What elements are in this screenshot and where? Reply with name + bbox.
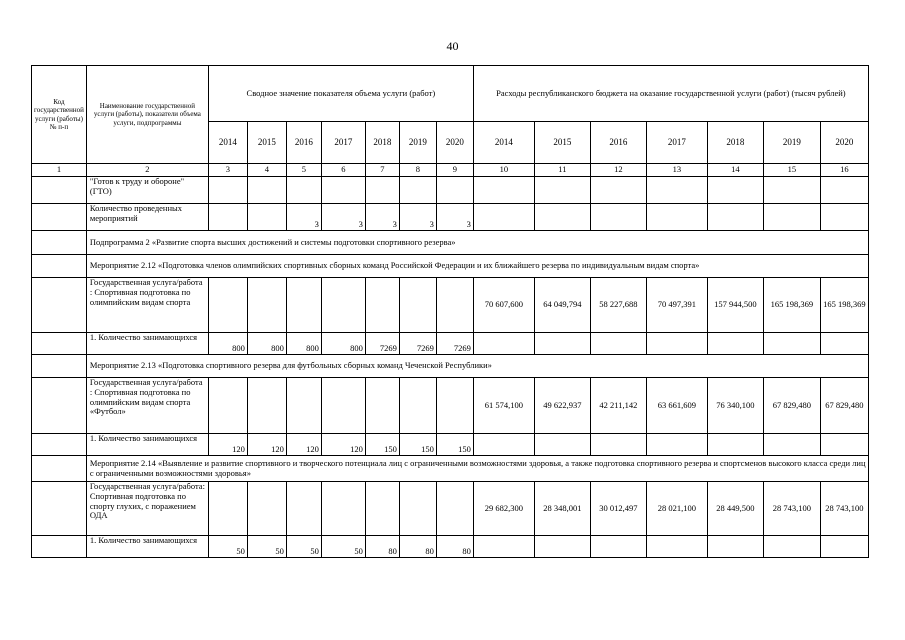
volume-year-header: 2020 bbox=[436, 122, 473, 164]
volume-cell: 150 bbox=[436, 434, 473, 456]
expense-cell bbox=[763, 177, 820, 204]
volume-cell: 3 bbox=[321, 204, 365, 231]
volume-cell: 80 bbox=[436, 536, 473, 558]
expense-year-header: 2020 bbox=[820, 122, 868, 164]
expense-cell bbox=[473, 177, 534, 204]
column-number-cell: 3 bbox=[208, 164, 247, 177]
volume-year-header: 2017 bbox=[321, 122, 365, 164]
expense-year-header: 2018 bbox=[707, 122, 763, 164]
expense-cell bbox=[473, 333, 534, 355]
expense-cell: 61 574,100 bbox=[473, 378, 534, 434]
volume-cell bbox=[208, 204, 247, 231]
volume-cell bbox=[247, 204, 286, 231]
expense-year-header: 2017 bbox=[646, 122, 707, 164]
volume-cell bbox=[365, 177, 399, 204]
service-name-cell: 1. Количество занимающихся bbox=[86, 536, 208, 558]
table-row bbox=[32, 536, 869, 558]
volume-cell bbox=[321, 278, 365, 333]
expense-cell bbox=[763, 536, 820, 558]
volume-cell bbox=[208, 278, 247, 333]
volume-cell: 50 bbox=[286, 536, 321, 558]
volume-cell: 7269 bbox=[436, 333, 473, 355]
expense-cell: 67 829,480 bbox=[820, 378, 868, 434]
header-name-cell: Наименование государственной услуги (работы), показатели объема услуги, подпрограммы bbox=[86, 66, 208, 164]
expense-cell: 70 607,600 bbox=[473, 278, 534, 333]
volume-cell: 3 bbox=[399, 204, 436, 231]
expense-cell bbox=[590, 434, 646, 456]
expense-cell: 63 661,609 bbox=[646, 378, 707, 434]
expense-cell bbox=[534, 204, 590, 231]
expense-cell bbox=[590, 177, 646, 204]
volume-cell: 3 bbox=[365, 204, 399, 231]
expense-cell bbox=[646, 434, 707, 456]
expense-cell bbox=[763, 434, 820, 456]
volume-cell bbox=[365, 378, 399, 434]
volume-cell bbox=[365, 278, 399, 333]
service-name-cell: 1. Количество занимающихся bbox=[86, 333, 208, 355]
table-row bbox=[32, 378, 869, 434]
expense-cell bbox=[473, 204, 534, 231]
volume-cell bbox=[365, 482, 399, 536]
expense-cell bbox=[534, 177, 590, 204]
volume-cell bbox=[321, 378, 365, 434]
volume-cell: 7269 bbox=[365, 333, 399, 355]
column-number-cell: 15 bbox=[763, 164, 820, 177]
code-cell bbox=[32, 255, 87, 278]
service-name-cell: "Готов к труду и обороне" (ГТО) bbox=[86, 177, 208, 204]
expense-cell bbox=[707, 434, 763, 456]
expense-cell bbox=[707, 204, 763, 231]
volume-cell: 120 bbox=[321, 434, 365, 456]
volume-cell bbox=[399, 177, 436, 204]
volume-cell: 800 bbox=[286, 333, 321, 355]
volume-year-header: 2016 bbox=[286, 122, 321, 164]
code-cell bbox=[32, 333, 87, 355]
budget-table bbox=[31, 65, 869, 558]
expense-cell bbox=[707, 177, 763, 204]
column-number-cell: 8 bbox=[399, 164, 436, 177]
volume-cell: 50 bbox=[321, 536, 365, 558]
volume-cell bbox=[247, 482, 286, 536]
volume-cell bbox=[399, 482, 436, 536]
expense-year-header: 2014 bbox=[473, 122, 534, 164]
section-row bbox=[32, 355, 869, 378]
column-number-cell: 13 bbox=[646, 164, 707, 177]
volume-cell: 3 bbox=[286, 204, 321, 231]
volume-cell bbox=[436, 482, 473, 536]
code-cell bbox=[32, 231, 87, 255]
column-number-cell: 10 bbox=[473, 164, 534, 177]
section-row bbox=[32, 456, 869, 482]
expense-cell bbox=[646, 204, 707, 231]
header-code-cell: Код государственной услуги (работы) № п-п bbox=[32, 66, 87, 164]
volume-cell: 150 bbox=[365, 434, 399, 456]
volume-year-header: 2018 bbox=[365, 122, 399, 164]
code-cell bbox=[32, 536, 87, 558]
table-row bbox=[32, 278, 869, 333]
volume-cell: 800 bbox=[321, 333, 365, 355]
volume-cell bbox=[247, 278, 286, 333]
expense-cell bbox=[763, 333, 820, 355]
expense-year-header: 2016 bbox=[590, 122, 646, 164]
volume-cell: 80 bbox=[399, 536, 436, 558]
service-name-cell: Государственная услуга/работа : Спортивная подготовка по олимпийским видам спорта «Футбол» bbox=[86, 378, 208, 434]
volume-cell bbox=[286, 378, 321, 434]
volume-cell: 50 bbox=[208, 536, 247, 558]
code-cell bbox=[32, 434, 87, 456]
expense-cell bbox=[646, 536, 707, 558]
expense-cell: 42 211,142 bbox=[590, 378, 646, 434]
expense-cell bbox=[707, 333, 763, 355]
expense-cell: 165 198,369 bbox=[763, 278, 820, 333]
expense-cell: 28 449,500 bbox=[707, 482, 763, 536]
volume-cell: 120 bbox=[208, 434, 247, 456]
column-number-cell: 6 bbox=[321, 164, 365, 177]
column-number-cell: 11 bbox=[534, 164, 590, 177]
expense-cell bbox=[534, 536, 590, 558]
column-number-cell: 1 bbox=[32, 164, 87, 177]
volume-cell bbox=[208, 378, 247, 434]
volume-cell bbox=[208, 177, 247, 204]
expense-cell: 29 682,300 bbox=[473, 482, 534, 536]
expense-cell bbox=[473, 536, 534, 558]
expense-cell: 64 049,794 bbox=[534, 278, 590, 333]
code-cell bbox=[32, 482, 87, 536]
column-number-cell: 12 bbox=[590, 164, 646, 177]
column-number-cell: 9 bbox=[436, 164, 473, 177]
table-body bbox=[32, 177, 869, 558]
column-number-cell: 7 bbox=[365, 164, 399, 177]
expense-cell bbox=[820, 536, 868, 558]
service-name-cell: 1. Количество занимающихся bbox=[86, 434, 208, 456]
expense-cell bbox=[820, 177, 868, 204]
expense-year-header: 2019 bbox=[763, 122, 820, 164]
expense-cell bbox=[646, 333, 707, 355]
volume-cell bbox=[208, 482, 247, 536]
section-row bbox=[32, 255, 869, 278]
code-cell bbox=[32, 355, 87, 378]
volume-cell: 80 bbox=[365, 536, 399, 558]
volume-cell: 7269 bbox=[399, 333, 436, 355]
section-title: Мероприятие 2.14 «Выявление и развитие спортивного и творческого потенциала лиц с ограниченными возможностями здоровья, а также подготовка спортивного резерва и спортсменов высокого класса среди лиц с ограниченными возможностями здоровья» bbox=[86, 456, 868, 482]
expense-cell bbox=[763, 204, 820, 231]
expense-cell: 70 497,391 bbox=[646, 278, 707, 333]
volume-cell: 150 bbox=[399, 434, 436, 456]
code-cell bbox=[32, 378, 87, 434]
volume-year-header: 2019 bbox=[399, 122, 436, 164]
expense-cell: 58 227,688 bbox=[590, 278, 646, 333]
expense-cell bbox=[820, 434, 868, 456]
volume-cell bbox=[436, 378, 473, 434]
column-number-cell: 14 bbox=[707, 164, 763, 177]
column-number-cell: 4 bbox=[247, 164, 286, 177]
table-row bbox=[32, 177, 869, 204]
volume-cell: 120 bbox=[286, 434, 321, 456]
column-number-row bbox=[32, 164, 869, 177]
section-title: Мероприятие 2.12 «Подготовка членов олимпийских спортивных сборных команд Российской Федерации и их ближайшего резерва по индивидуальным видам спорта» bbox=[86, 255, 868, 278]
header-expense-group: Расходы республиканского бюджета на оказание государственной услуги (работ) (тысяч рублей) bbox=[473, 66, 868, 122]
expense-cell: 28 021,100 bbox=[646, 482, 707, 536]
volume-cell: 3 bbox=[436, 204, 473, 231]
expense-cell bbox=[590, 333, 646, 355]
column-number-cell: 16 bbox=[820, 164, 868, 177]
volume-cell bbox=[321, 177, 365, 204]
volume-cell bbox=[399, 378, 436, 434]
column-number-cell: 2 bbox=[86, 164, 208, 177]
expense-cell: 30 012,497 bbox=[590, 482, 646, 536]
volume-cell bbox=[247, 378, 286, 434]
volume-cell: 120 bbox=[247, 434, 286, 456]
section-row bbox=[32, 231, 869, 255]
expense-cell bbox=[473, 434, 534, 456]
section-title: Подпрограмма 2 «Развитие спорта высших достижений и системы подготовки спортивного резерва» bbox=[86, 231, 868, 255]
expense-cell bbox=[820, 204, 868, 231]
header-volume-group: Сводное значение показателя объема услуги (работ) bbox=[208, 66, 473, 122]
code-cell bbox=[32, 177, 87, 204]
service-name-cell: Количество проведенных мероприятий bbox=[86, 204, 208, 231]
expense-cell bbox=[646, 177, 707, 204]
volume-cell bbox=[247, 177, 286, 204]
volume-cell bbox=[286, 177, 321, 204]
expense-cell: 165 198,369 bbox=[820, 278, 868, 333]
volume-cell: 800 bbox=[247, 333, 286, 355]
column-number-cell: 5 bbox=[286, 164, 321, 177]
expense-cell bbox=[590, 536, 646, 558]
code-cell bbox=[32, 456, 87, 482]
expense-cell: 157 944,500 bbox=[707, 278, 763, 333]
expense-year-header: 2015 bbox=[534, 122, 590, 164]
expense-cell: 67 829,480 bbox=[763, 378, 820, 434]
volume-cell bbox=[436, 177, 473, 204]
expense-cell: 49 622,937 bbox=[534, 378, 590, 434]
service-name-cell: Государственная услуга/работа: Спортивная подготовка по спорту глухих, с поражением ОДА bbox=[86, 482, 208, 536]
volume-cell: 50 bbox=[247, 536, 286, 558]
table-row bbox=[32, 482, 869, 536]
service-name-cell: Государственная услуга/работа : Спортивная подготовка по олимпийским видам спорта bbox=[86, 278, 208, 333]
expense-cell: 76 340,100 bbox=[707, 378, 763, 434]
volume-cell bbox=[321, 482, 365, 536]
section-title: Мероприятие 2.13 «Подготовка спортивного резерва для футбольных сборных команд Чеченской Республики» bbox=[86, 355, 868, 378]
table-row bbox=[32, 204, 869, 231]
page-number: 40 bbox=[446, 39, 459, 53]
expense-cell bbox=[590, 204, 646, 231]
volume-cell bbox=[399, 278, 436, 333]
table-row bbox=[32, 434, 869, 456]
expense-cell bbox=[820, 333, 868, 355]
volume-year-header: 2014 bbox=[208, 122, 247, 164]
expense-cell bbox=[534, 434, 590, 456]
code-cell bbox=[32, 278, 87, 333]
expense-cell bbox=[534, 333, 590, 355]
expense-cell bbox=[707, 536, 763, 558]
volume-cell bbox=[436, 278, 473, 333]
volume-cell bbox=[286, 482, 321, 536]
expense-cell: 28 743,100 bbox=[763, 482, 820, 536]
volume-cell bbox=[286, 278, 321, 333]
expense-cell: 28 348,001 bbox=[534, 482, 590, 536]
table-row bbox=[32, 333, 869, 355]
code-cell bbox=[32, 204, 87, 231]
volume-cell: 800 bbox=[208, 333, 247, 355]
expense-cell: 28 743,100 bbox=[820, 482, 868, 536]
volume-year-header: 2015 bbox=[247, 122, 286, 164]
